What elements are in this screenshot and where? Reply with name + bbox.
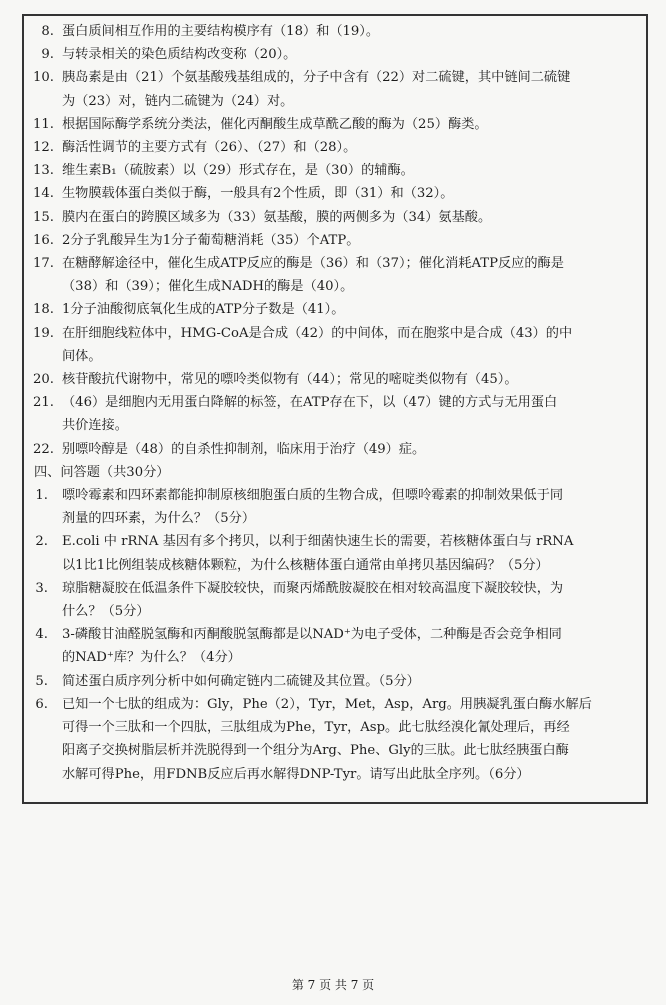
fill-item-number: 17. xyxy=(33,256,54,272)
question-item-line: 的NAD⁺库？为什么？（4分） xyxy=(62,650,241,666)
question-item-line: 嘌呤霉素和四环素都能抑制原核细胞蛋白质的生物合成，但嘌呤霉素的抑制效果低于同 xyxy=(62,488,564,504)
fill-item-text xyxy=(62,229,640,252)
fill-item-number: 18. xyxy=(33,302,54,318)
fill-item-line: 在肝细胞线粒体中，HMG-CoA是合成（42）的中间体，而在胞浆中是合成（43）的中 xyxy=(62,325,573,341)
fill-item-number: 10. xyxy=(33,70,54,86)
question-item-line: 剂量的四环素，为什么？（5分） xyxy=(62,511,256,527)
question-item-line: 可得一个三肽和一个四肽，三肽组成为Phe，Tyr，Asp。此七肽经溴化氰处理后，再经 xyxy=(62,720,570,736)
fill-item-number: 22. xyxy=(33,441,54,457)
question-item-line: 阳离子交换树脂层析并洗脱得到一个组分为Arg、Phe、Gly的三肽。此七肽经胰蛋白酶 xyxy=(62,743,569,759)
question-item-text xyxy=(62,530,640,576)
fill-item-number: 16. xyxy=(33,232,54,248)
question-item-text xyxy=(62,693,640,786)
question-item-line: 已知一个七肽的组成为：Gly，Phe（2），Tyr，Met，Asp，Arg。用胰凝乳蛋白酶水解后 xyxy=(62,696,592,712)
question-item-number: 2. xyxy=(35,534,48,550)
fill-item-text xyxy=(62,113,640,136)
fill-item-text xyxy=(62,368,640,391)
fill-item-line: 1分子油酸彻底氧化生成的ATP分子数是（41）。 xyxy=(62,302,345,318)
question-item-number: 1. xyxy=(35,488,48,504)
question-item-number: 5. xyxy=(35,673,48,689)
fill-item-line: 酶活性调节的主要方式有（26）、（27）和（28）。 xyxy=(62,140,357,156)
fill-item xyxy=(22,391,640,437)
question-item-line: E.coli 中 rRNA 基因有多个拷贝，以利于细菌快速生长的需要，若核糖体蛋白与 rRNA xyxy=(62,534,574,550)
fill-item-number: 9. xyxy=(41,47,54,63)
question-item xyxy=(22,577,640,623)
exam-content xyxy=(22,20,640,786)
fill-item-text xyxy=(62,438,640,461)
fill-item-text xyxy=(62,322,640,368)
question-item xyxy=(22,530,640,576)
fill-item-text xyxy=(62,206,640,229)
fill-item-line: 别嘌呤醇是（48）的自杀性抑制剂，临床用于治疗（49）症。 xyxy=(62,441,426,457)
fill-item-line: （46）是细胞内无用蛋白降解的标签，在ATP存在下，以（47）键的方式与无用蛋白 xyxy=(62,395,558,411)
fill-item xyxy=(22,20,640,43)
fill-item xyxy=(22,252,640,298)
question-item xyxy=(22,484,640,530)
fill-item-text xyxy=(62,298,640,321)
fill-item-text xyxy=(62,136,640,159)
question-item-line: 3-磷酸甘油醛脱氢酶和丙酮酸脱氢酶都是以NAD⁺为电子受体，二种酶是否会竞争相同 xyxy=(62,627,562,643)
fill-item-text xyxy=(62,182,640,205)
fill-item-line: 为（23）对，链内二硫键为（24）对。 xyxy=(62,93,294,109)
question-item-text xyxy=(62,623,640,669)
section-title: 四、问答题（共30分） xyxy=(34,464,170,480)
question-item-text xyxy=(62,670,640,693)
question-item-number: 6. xyxy=(35,696,48,712)
question-item-line: 简述蛋白质序列分析中如何确定链内二硫键及其位置。（5分） xyxy=(62,673,420,689)
fill-item-number: 11. xyxy=(33,116,54,132)
fill-item-text xyxy=(62,20,640,43)
question-item-number: 3. xyxy=(35,580,48,596)
fill-item-line: 共价连接。 xyxy=(62,418,128,434)
question-item-text xyxy=(62,484,640,530)
fill-item-line: 与转录相关的染色质结构改变称（20）。 xyxy=(62,47,297,63)
fill-item-line: （38）和（39）；催化生成NADH的酶是（40）。 xyxy=(62,279,354,295)
fill-item xyxy=(22,159,640,182)
fill-item xyxy=(22,368,640,391)
fill-item-number: 19. xyxy=(33,325,54,341)
fill-item xyxy=(22,66,640,112)
question-item xyxy=(22,693,640,786)
fill-item-line: 核苷酸抗代谢物中，常见的嘌呤类似物有（44）；常见的嘧啶类似物有（45）。 xyxy=(62,372,518,388)
fill-item-line: 胰岛素是由（21）个氨基酸残基组成的，分子中含有（22）对二硫键，其中链间二硫键 xyxy=(62,70,571,86)
fill-item-text xyxy=(62,43,640,66)
question-item-line: 水解可得Phe，用FDNB反应后再水解得DNP-Tyr。请写出此肽全序列。（6分） xyxy=(62,766,530,782)
fill-item-number: 21. xyxy=(33,395,54,411)
fill-item-line: 根据国际酶学系统分类法，催化丙酮酸生成草酰乙酸的酶为（25）酶类。 xyxy=(62,116,488,132)
fill-item xyxy=(22,298,640,321)
fill-item xyxy=(22,229,640,252)
fill-item xyxy=(22,113,640,136)
fill-item-number: 20. xyxy=(33,372,54,388)
question-item-number: 4. xyxy=(35,627,48,643)
question-list xyxy=(22,484,640,786)
fill-item xyxy=(22,322,640,368)
fill-in-blank-list xyxy=(22,20,640,461)
fill-item-number: 14. xyxy=(33,186,54,202)
question-item-line: 琼脂糖凝胶在低温条件下凝胶较快，而聚丙烯酰胺凝胶在相对较高温度下凝胶较快，为 xyxy=(62,580,564,596)
fill-item-line: 蛋白质间相互作用的主要结构模序有（18）和（19）。 xyxy=(62,24,380,39)
fill-item-text xyxy=(62,159,640,182)
fill-item xyxy=(22,206,640,229)
question-item-text xyxy=(62,577,640,623)
fill-item-line: 维生素B₁（硫胺素）以（29）形式存在，是（30）的辅酶。 xyxy=(62,163,414,179)
fill-item-number: 12. xyxy=(33,140,54,156)
fill-item-number: 8. xyxy=(41,24,54,39)
fill-item-line: 间体。 xyxy=(62,348,102,364)
fill-item-line: 生物膜载体蛋白类似于酶，一般具有2个性质，即（31）和（32）。 xyxy=(62,186,454,202)
fill-item-number: 13. xyxy=(33,163,54,179)
fill-item-text xyxy=(62,66,640,112)
question-item-line: 以1比1比例组装成核糖体颗粒，为什么核糖体蛋白通常由单拷贝基因编码？（5分） xyxy=(62,557,549,573)
fill-item-line: 2分子乳酸异生为1分子葡萄糖消耗（35）个ATP。 xyxy=(62,232,360,248)
page-footer: 第 7 页 共 7 页 xyxy=(291,978,375,992)
question-item xyxy=(22,670,640,693)
question-item xyxy=(22,623,640,669)
fill-item-line: 在糖酵解途径中，催化生成ATP反应的酶是（36）和（37）；催化消耗ATP反应的酶是 xyxy=(62,256,564,272)
fill-item-text xyxy=(62,391,640,437)
fill-item-line: 膜内在蛋白的跨膜区域多为（33）氨基酸，膜的两侧多为（34）氨基酸。 xyxy=(62,209,492,225)
fill-item xyxy=(22,438,640,461)
fill-item xyxy=(22,182,640,205)
fill-item-number: 15. xyxy=(33,209,54,225)
question-item-line: 什么？（5分） xyxy=(62,604,150,620)
fill-item xyxy=(22,43,640,66)
fill-item xyxy=(22,136,640,159)
fill-item-text xyxy=(62,252,640,298)
